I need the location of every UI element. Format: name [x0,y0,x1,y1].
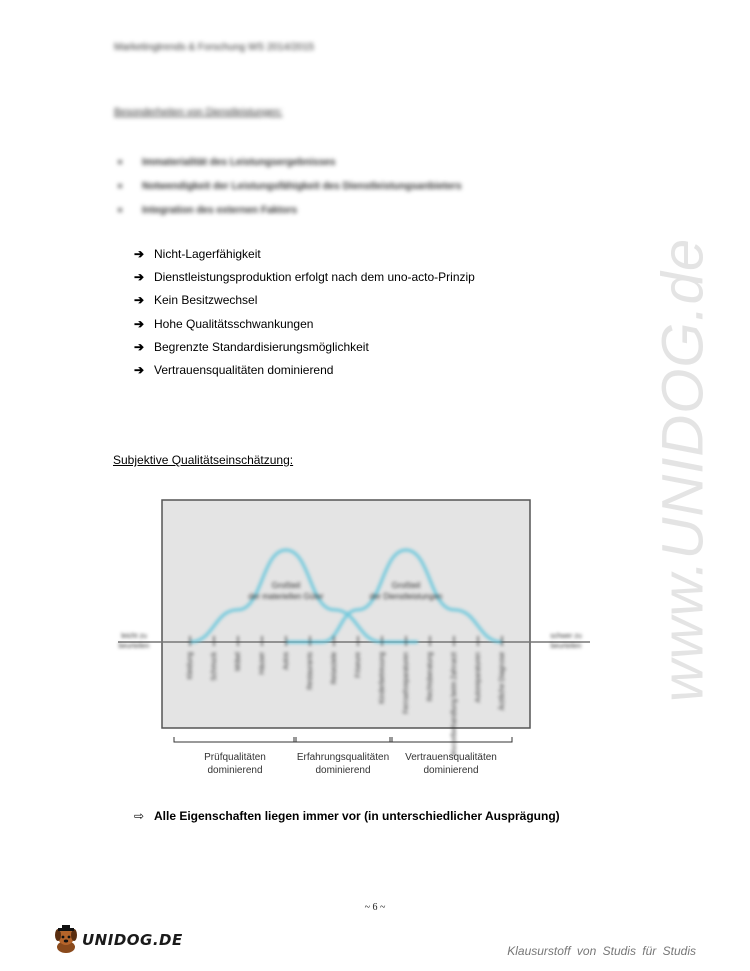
list-item: ➔ Kein Besitzwechsel [134,293,258,308]
category-label: Kleidung [186,652,194,680]
category-label: Ärztliche Diagnose [498,652,506,711]
section-heading: Besonderheiten von Dienstleistungen: [114,107,283,118]
group-bracket [294,737,392,742]
arrow-right-icon: ➔ [134,269,145,284]
group-bracket [174,737,296,742]
series-label: Großteil [271,581,301,590]
category-label: Rechtsberatung [426,652,434,702]
right-axis-label: beurteilen [550,643,582,650]
footer-tagline: Klausurstoff von Studis für Studis [507,944,696,958]
group-label: Erfahrungsqualitäten [296,752,390,763]
category-label: Möbel [234,652,242,672]
quality-chart [110,490,600,790]
list-item: ➔ Nicht-Lagerfähigkeit [134,246,261,261]
dog-mascot-icon [52,925,80,955]
list-item: Integration des externen Faktors [118,198,462,222]
series-label: der materiellen Güter [248,592,324,601]
group-label: Prüfqualitäten [204,752,266,763]
category-label: Wurzelbehandlung beim Zahnarzt [450,652,458,757]
category-label: Autoreparaturen [474,652,482,703]
implications-list [134,242,475,382]
watermark: www.UNIDOG.de [650,237,716,703]
category-label: Restaurants [306,652,314,690]
category-label: Friseure [354,652,362,678]
group-label: dominierend [423,765,479,776]
logo: UNIDOG.DE [52,925,183,955]
arrow-right-icon: ➔ [134,363,145,378]
bullet-icon [118,208,122,212]
category-label: Kinderbetreuung [378,652,386,704]
page-header: Marketingtrends & Forschung WS 2014/2015 [114,42,315,53]
bullet-icon [118,160,122,164]
group-label: dominierend [315,765,371,776]
list-item: ➔ Begrenzte Standardisierungsmöglichkeit [134,339,369,354]
group-label: Vertrauensqualitäten [405,752,497,763]
list-item: Notwendigkeit der Leistungsfähigkeit des Dienstleistungsanbieters [118,174,462,198]
series-label: Großteil [391,581,421,590]
category-label: Schmuck [210,652,218,681]
chart-heading: Subjektive Qualitätseinschätzung: [113,453,294,467]
list-item: ➔ Vertrauensqualitäten dominierend [134,363,334,378]
category-label: Autos [282,652,290,670]
category-label: Reiseziele [330,652,338,685]
list-item: ➔ Hohe Qualitätsschwankungen [134,316,314,331]
right-axis-label: schwer zu [550,633,582,640]
category-label: Fernsehreparaturen [402,652,410,714]
arrow-outline-icon: ⇨ [134,809,145,823]
series-label: der Dienstleistungen [369,592,443,601]
page-number: ~ 6 ~ [364,902,386,913]
group-label: dominierend [207,765,263,776]
bullet-icon [118,184,122,188]
arrow-right-icon: ➔ [134,246,145,261]
left-axis-label: leicht zu [121,633,147,640]
arrow-right-icon: ➔ [134,293,145,308]
characteristics-list [118,150,462,222]
arrow-right-icon: ➔ [134,339,145,354]
left-axis-label: beurteilen [118,643,150,650]
list-item: ➔ Dienstleistungsproduktion erfolgt nach dem uno-acto-Prinzip [134,269,475,284]
arrow-right-icon: ➔ [134,316,145,331]
conclusion: ⇨ Alle Eigenschaften liegen immer vor (in unterschiedlicher Ausprägung) [134,809,560,823]
category-label: Häuser [258,652,266,675]
list-item: Immaterialität des Leistungsergebnisses [118,150,462,174]
